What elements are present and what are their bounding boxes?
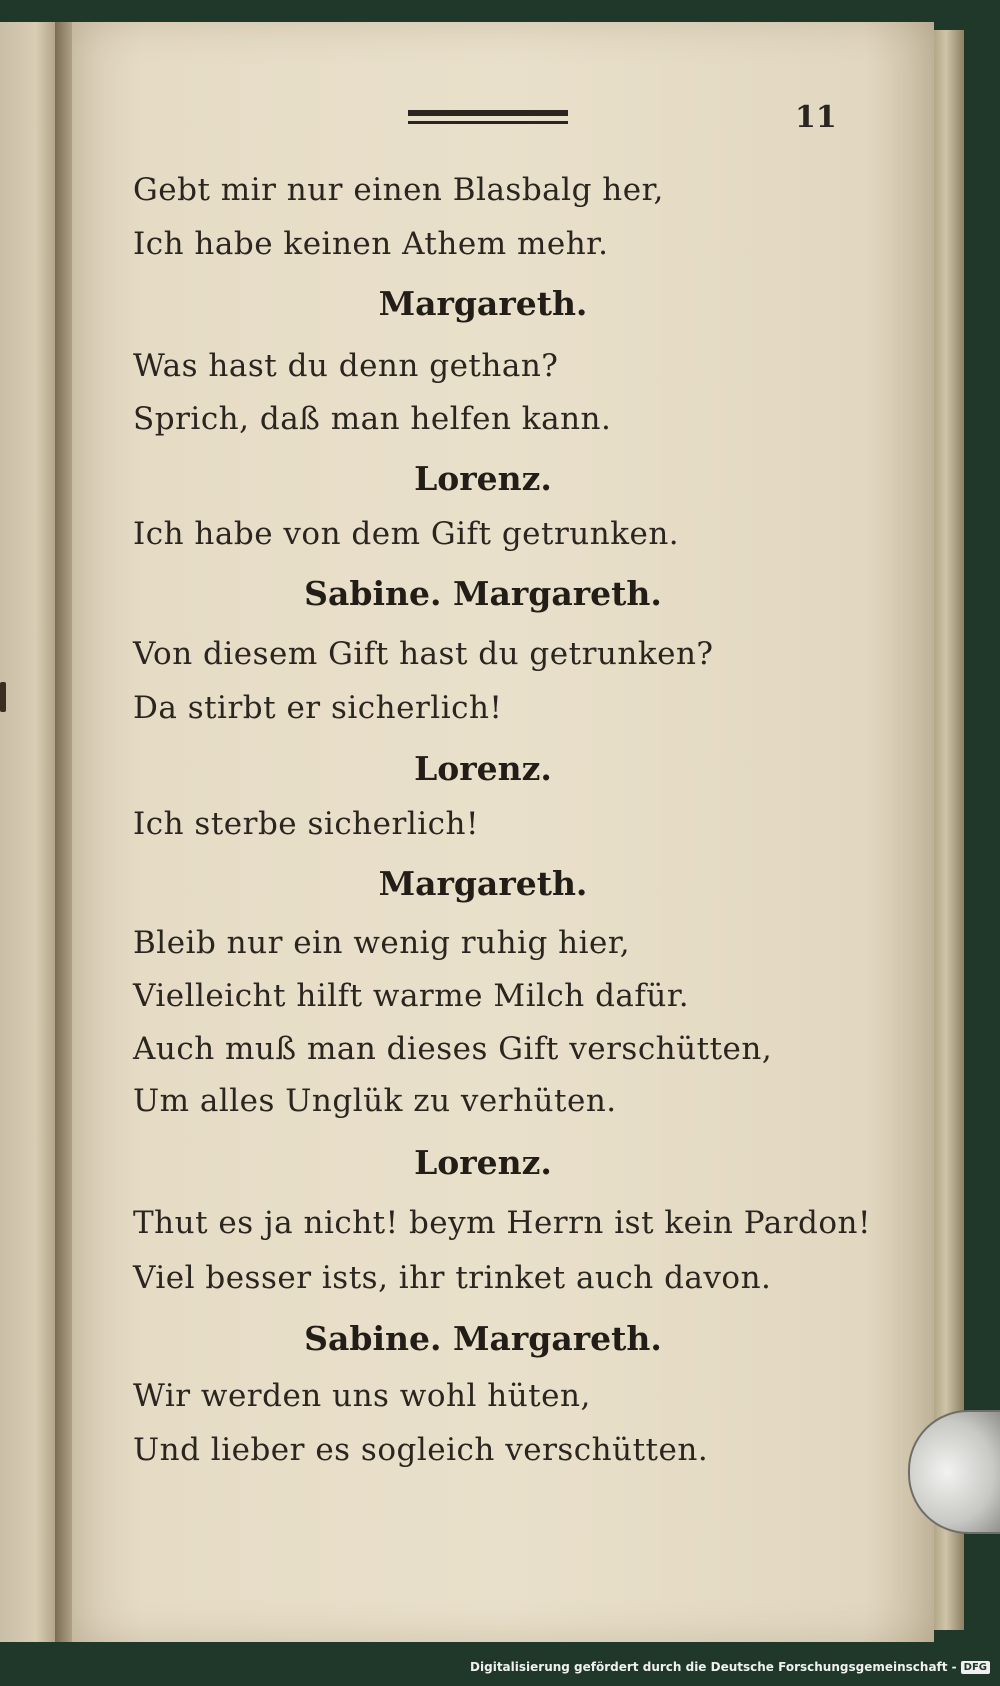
speaker-name: Margareth.: [378, 864, 588, 903]
page-number: 11: [795, 100, 837, 135]
verse-line: Und lieber es sogleich verschütten.: [133, 1432, 709, 1468]
verse-line: Was hast du denn gethan?: [133, 348, 559, 384]
header-rule-thin: [408, 121, 568, 124]
dfg-logo-icon: DFG: [961, 1661, 990, 1674]
left-page-edge: [0, 22, 62, 1642]
digitization-footer: [470, 1660, 990, 1674]
verse-line: Sprich, daß man helfen kann.: [133, 401, 612, 437]
verse-line: Auch muß man dieses Gift verschütten,: [133, 1031, 773, 1067]
verse-line: Bleib nur ein wenig ruhig hier,: [133, 925, 631, 961]
speaker-name: Lorenz.: [414, 1143, 552, 1182]
verse-line: Ich sterbe sicherlich!: [133, 806, 479, 842]
verse-line: Ich habe von dem Gift getrunken.: [133, 516, 680, 552]
verse-line: Vielleicht hilft warme Milch dafür.: [133, 978, 690, 1014]
verse-line: Um alles Unglük zu verhüten.: [133, 1083, 617, 1119]
speaker-name: Lorenz.: [414, 749, 552, 788]
verse-line: Gebt mir nur einen Blasbalg her,: [133, 172, 664, 208]
speaker-name: Sabine. Margareth.: [304, 574, 662, 613]
verse-line: Viel besser ists, ihr trinket auch davon.: [133, 1260, 772, 1296]
verse-line: Wir werden uns wohl hüten,: [133, 1378, 591, 1414]
verse-line: Ich habe keinen Athem mehr.: [133, 226, 609, 262]
verse-line: Von diesem Gift hast du getrunken?: [133, 636, 714, 672]
speaker-name: Lorenz.: [414, 459, 552, 498]
speaker-name: Margareth.: [378, 284, 588, 323]
ink-mark: [0, 682, 6, 712]
page-stack-edge: [934, 30, 964, 1630]
footer-credit: Digitalisierung gefördert durch die Deutsche Forschungsgemeinschaft -: [470, 1660, 957, 1674]
verse-line: Thut es ja nicht! beym Herrn ist kein Pardon!: [133, 1205, 871, 1241]
verse-line: Da stirbt er sicherlich!: [133, 690, 503, 726]
header-rule-thick: [408, 110, 568, 116]
speaker-name: Sabine. Margareth.: [304, 1319, 662, 1358]
